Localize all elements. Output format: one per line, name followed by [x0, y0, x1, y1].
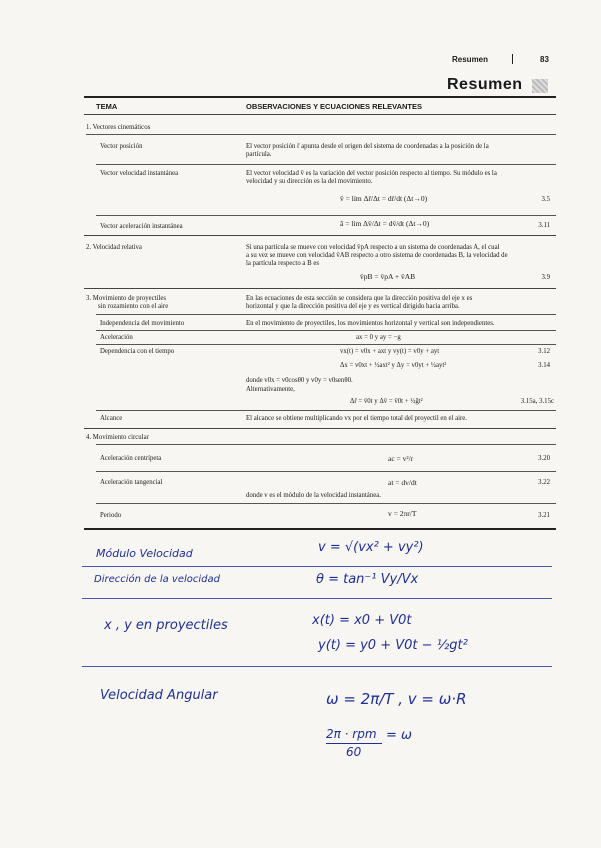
section-rule	[84, 288, 556, 289]
section-rule	[84, 428, 556, 429]
title-ornament	[532, 79, 548, 93]
row-text: El alcance se obtiene multiplicando vx por el tiempo total del proyectil en el aire.	[246, 415, 468, 422]
row-rule	[96, 410, 556, 411]
row-text: horizontal y que la dirección positiva del eje y es vertical dirigido hacia arriba.	[246, 303, 460, 310]
topic-label: Dependencia con el tiempo	[100, 348, 175, 355]
equation-number: 3.15a, 3.15c	[520, 398, 554, 405]
equation-number: 3.11	[538, 222, 550, 229]
equation: vx(t) = v0x + axt y vy(t) = v0y + ayt	[340, 348, 440, 355]
handwritten-fraction-bar	[326, 743, 382, 744]
row-rule	[96, 314, 556, 315]
row-rule	[96, 164, 556, 165]
row-text: El vector velocidad v̄ es la variación del vector posición respecto al tiempo. Su módulo es la	[246, 170, 497, 177]
handwritten-fraction-denominator: 60	[346, 745, 362, 759]
equation: ā = lím Δv̄/Δt = dv̄/dt (Δt→0)	[340, 219, 430, 228]
row-text: Si una partícula se mueve con velocidad v̄pA respecto a un sistema de coordenadas A, el cual	[246, 244, 500, 251]
row-text: la partícula respecto a B es	[246, 260, 320, 267]
section-heading: 3. Movimiento de proyectiles	[86, 295, 167, 302]
row-rule	[96, 215, 556, 216]
topic-label: Independencia del movimiento	[100, 320, 185, 327]
equation: v = 2πr/T	[388, 509, 417, 518]
handwritten-note-equation: = ω	[386, 728, 412, 743]
row-rule	[96, 344, 556, 345]
topic-label: Alcance	[100, 415, 123, 422]
handwritten-underline	[82, 666, 552, 667]
page-title: Resumen	[447, 76, 523, 93]
row-text: En el movimiento de proyectiles, los movimientos horizontal y vertical son independientes.	[246, 320, 495, 327]
row-text: partícula.	[246, 151, 272, 158]
equation-number: 3.22	[538, 479, 550, 486]
row-text: velocidad y su dirección es la del movimiento.	[246, 178, 373, 185]
row-text: En las ecuaciones de esta sección se considera que la dirección positiva del eje x es	[246, 295, 473, 302]
row-text: El vector posición r̄ apunta desde el origen del sistema de coordenadas a la posición de la	[246, 143, 489, 150]
handwritten-note-equation: ω = 2π/T , v = ω·R	[326, 690, 467, 708]
handwritten-note-label: Módulo Velocidad	[96, 547, 193, 560]
row-text: a su vez se mueve con velocidad v̄AB respecto a otro sistema de coordenadas B, la velocidad de	[246, 252, 508, 259]
handwritten-note-equation: v = √(vx² + vy²)	[318, 540, 424, 555]
handwritten-note-label: x , y en proyectiles	[104, 618, 228, 633]
topic-label: Vector posición	[100, 143, 143, 150]
equation-number: 3.20	[538, 455, 550, 462]
row-rule	[96, 503, 556, 504]
top-rule	[84, 96, 556, 98]
topic-label: Aceleración	[100, 334, 133, 341]
handwritten-fraction-numerator: 2π · rpm	[326, 727, 377, 741]
equation: ax = 0 y ay = −g	[356, 334, 401, 341]
row-rule	[96, 471, 556, 472]
header-rule	[84, 114, 556, 115]
equation-number: 3.12	[538, 348, 550, 355]
row-rule	[86, 134, 556, 135]
topic-label: Aceleración tangencial	[100, 479, 163, 486]
equation-number: 3.5	[541, 196, 550, 203]
page-number: 83	[540, 55, 549, 64]
handwritten-underline	[82, 566, 552, 567]
equation: ac = v²/r	[388, 454, 414, 463]
equation: Δx = v0xt + ½axt² y Δy = v0yt + ½ayt²	[340, 362, 447, 369]
equation-number: 3.21	[538, 512, 550, 519]
section-heading: 4. Movimiento circular	[86, 434, 149, 441]
row-rule	[96, 330, 556, 331]
column-header-topic: TEMA	[96, 102, 118, 111]
topic-label: Aceleración centrípeta	[100, 455, 162, 462]
handwritten-note-label: Velocidad Angular	[100, 688, 218, 703]
section-heading: 1. Vectores cinemáticos	[86, 124, 151, 131]
topic-label: Periodo	[100, 512, 122, 519]
row-text: Alternativamente,	[246, 386, 295, 393]
header-divider	[512, 54, 513, 64]
row-rule	[96, 444, 556, 445]
section-rule	[84, 235, 556, 236]
row-text: donde v0x = v0cosθ0 y v0y = v0senθ0.	[246, 377, 353, 384]
equation: v̄pB = v̄pA + v̄AB	[360, 272, 416, 281]
equation: Δr̄ = v̄0t y Δv̄ = v̄0t + ½ḡt²	[350, 398, 423, 405]
row-text: donde v es el módulo de la velocidad instantánea.	[246, 492, 381, 499]
handwritten-note-equation: x(t) = x0 + V0t	[312, 613, 412, 628]
column-header-observations: OBSERVACIONES Y ECUACIONES RELEVANTES	[246, 102, 423, 111]
section-heading-cont: sin rozamiento con el aire	[98, 303, 169, 310]
topic-label: Vector aceleración instantánea	[100, 223, 183, 230]
equation-number: 3.14	[538, 362, 550, 369]
handwritten-note-label: Dirección de la velocidad	[94, 574, 220, 585]
handwritten-note-equation: θ = tan⁻¹ Vy/Vx	[316, 572, 419, 587]
equation: at = dv/dt	[388, 478, 417, 487]
topic-label: Vector velocidad instantánea	[100, 170, 179, 177]
running-header-section: Resumen	[452, 55, 489, 64]
section-heading: 2. Velocidad relativa	[86, 244, 142, 251]
handwritten-underline	[82, 598, 552, 599]
equation: v̄ = lím Δr̄/Δt = dr̄/dt (Δt→0)	[340, 194, 428, 203]
handwritten-note-equation: y(t) = y0 + V0t − ½gt²	[318, 638, 468, 653]
equation-number: 3.9	[541, 274, 550, 281]
bottom-rule	[84, 528, 556, 530]
